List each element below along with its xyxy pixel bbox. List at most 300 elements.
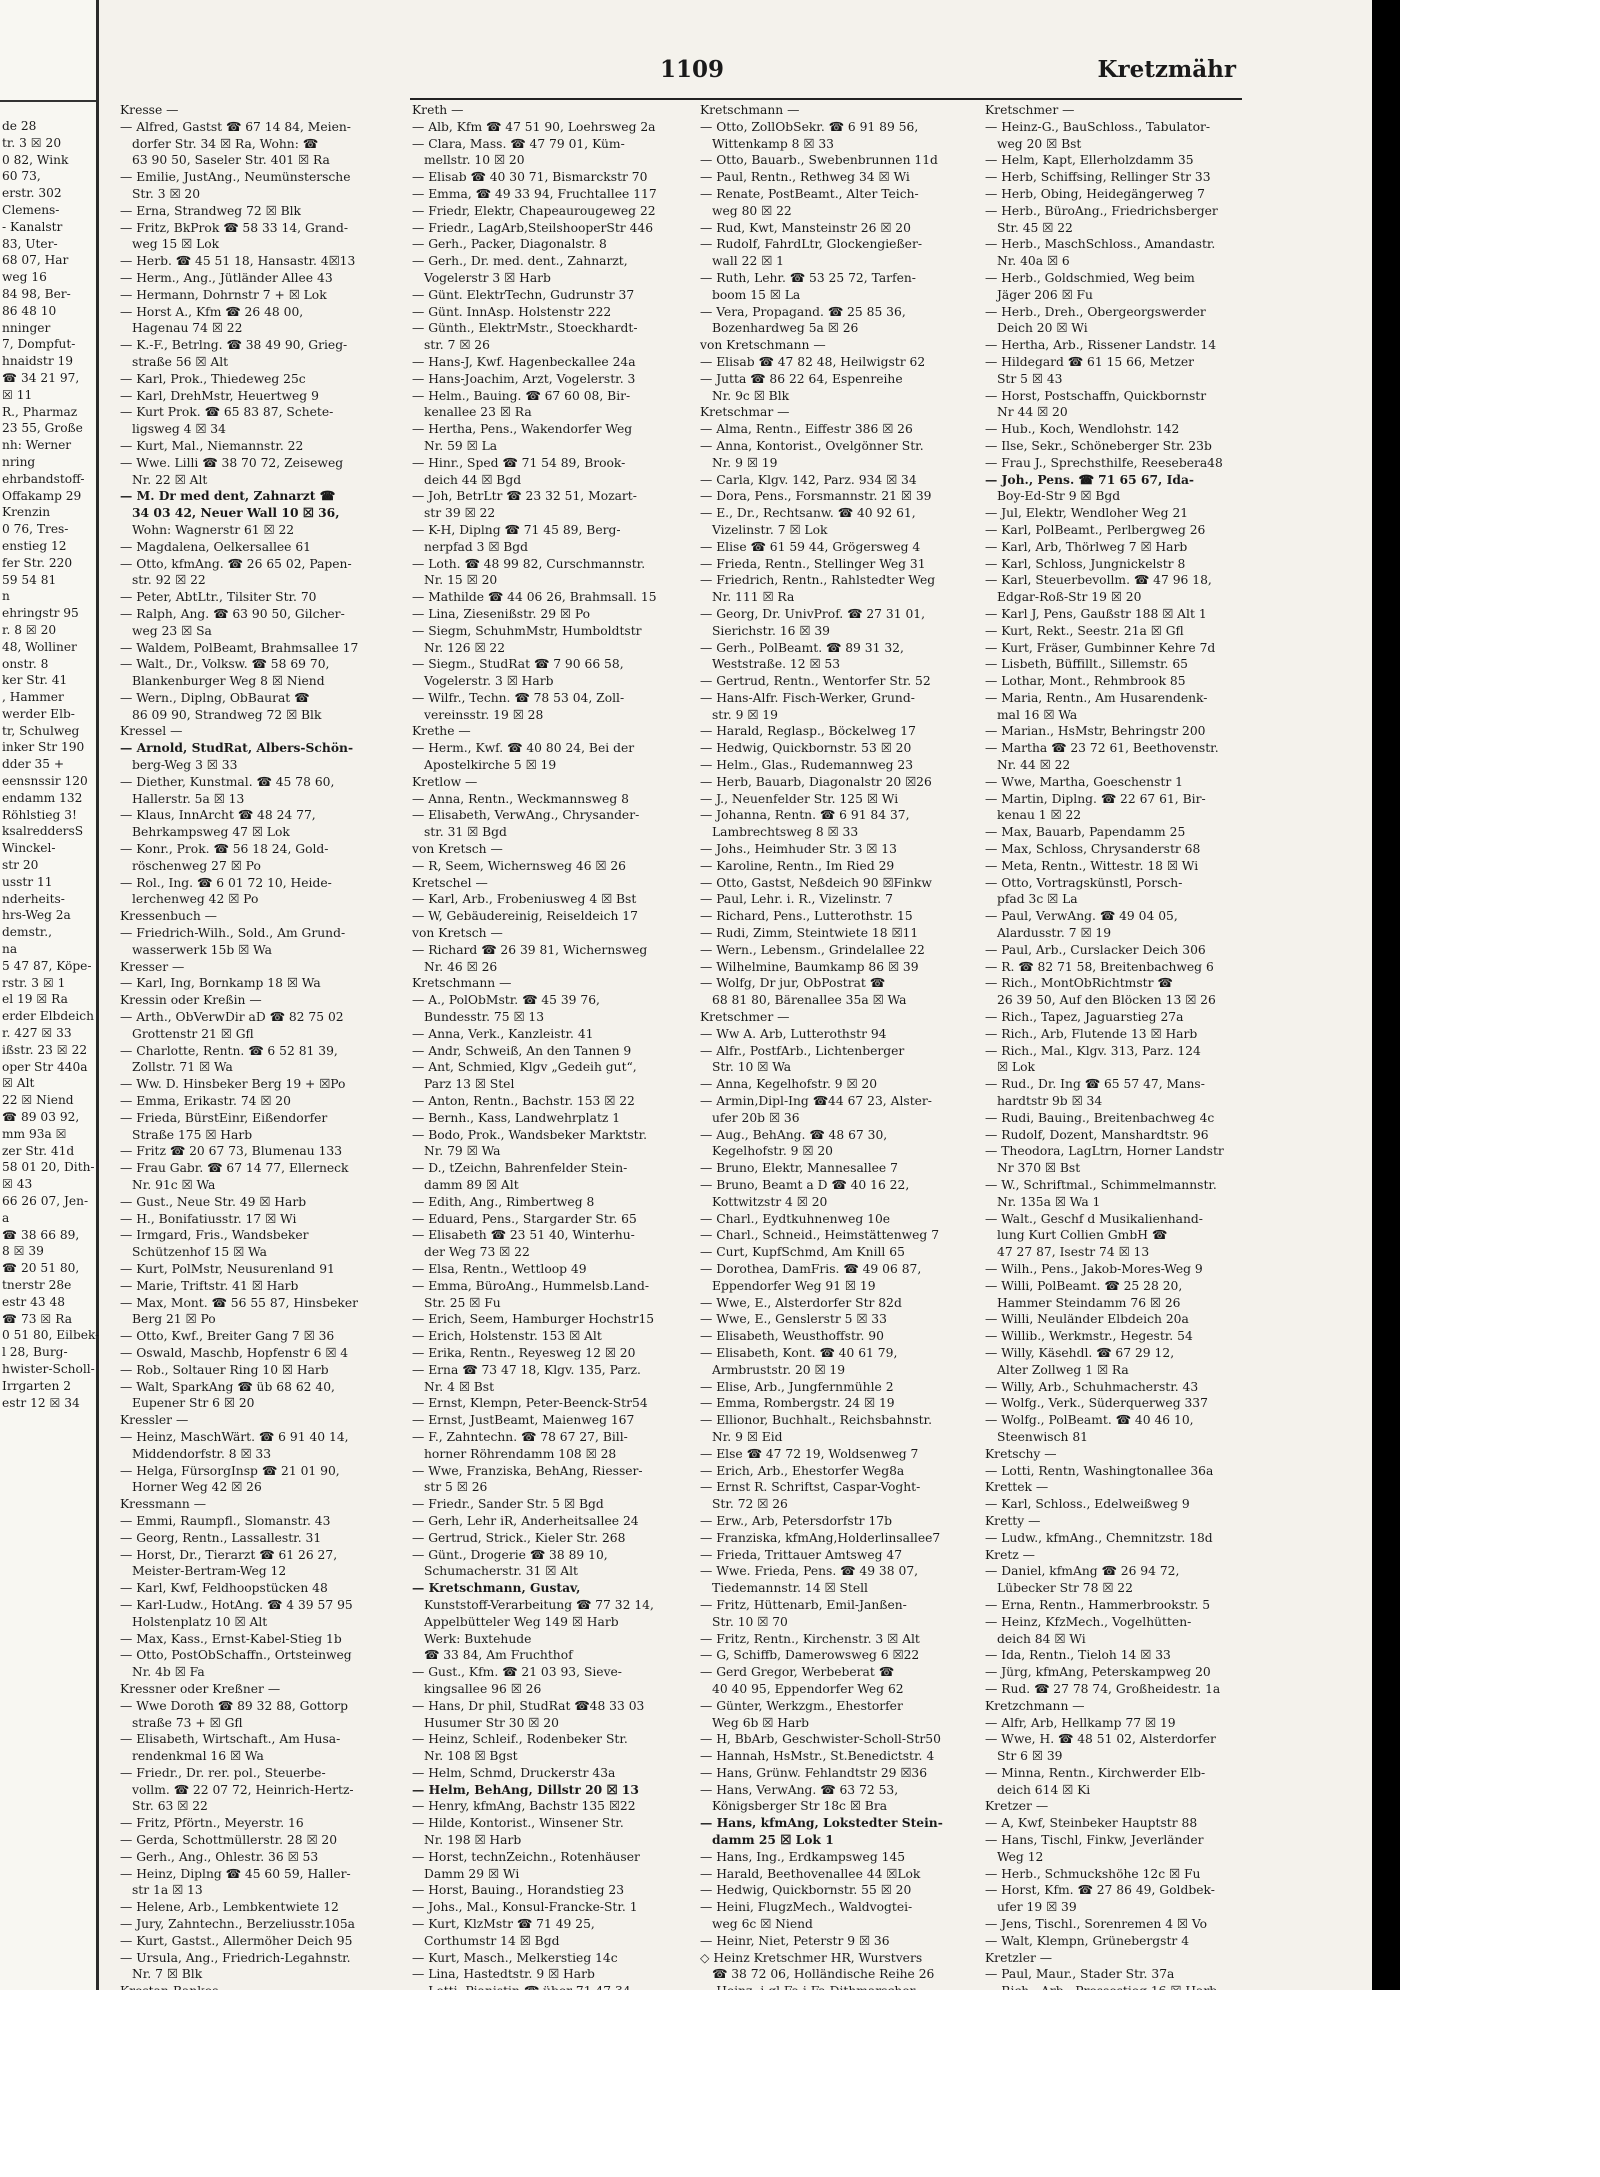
- directory-entry: — Johs., Mal., Konsul-Francke-Str. 1: [412, 1900, 638, 1915]
- directory-entry: — Clara, Mass. ☎ 47 79 01, Küm-: [412, 136, 625, 151]
- directory-entry: — Horst, Kfm. ☎ 27 86 49, Goldbek-: [985, 1883, 1215, 1898]
- previous-page-line: ☒ Alt: [2, 1076, 35, 1091]
- directory-entry: — Karoline, Rentn., Im Ried 29: [700, 858, 895, 873]
- directory-entry: — Herb., Dreh., Obergeorgswerder: [985, 304, 1206, 319]
- directory-entry: — Marie, Triftstr. 41 ☒ Harb: [120, 1278, 299, 1293]
- directory-entry: — Karl J, Pens, Gaußstr 188 ☒ Alt 1: [985, 606, 1207, 621]
- directory-entry: — Charlotte, Rentn. ☎ 6 52 81 39,: [120, 1043, 338, 1058]
- previous-page-line: ☒ 11: [2, 387, 33, 402]
- directory-entry: — Erich, Holstenstr. 153 ☒ Alt: [412, 1329, 602, 1344]
- surname-heading: Kretzler —: [985, 1950, 1053, 1965]
- directory-entry: — Elisabeth, Wirtschaft., Am Husa-: [120, 1732, 341, 1747]
- directory-entry: — Elisabeth ☎ 23 51 40, Winterhu-: [412, 1228, 635, 1243]
- directory-entry: — Herb., MaschSchloss., Amandastr.: [985, 237, 1216, 252]
- directory-entry: — Friedrich, Rentn., Rahlstedter Weg: [700, 573, 936, 588]
- entry-continuation: damm 89 ☒ Alt: [424, 1178, 519, 1192]
- surname-heading: Kretzer —: [985, 1799, 1049, 1814]
- directory-entry: — Otto, Bauarb., Swebenbrunnen 11d: [700, 153, 938, 168]
- surname-heading: Kressmann —: [120, 1497, 207, 1512]
- surname-heading: Kretschmar —: [700, 405, 790, 420]
- entry-continuation: horner Röhrendamm 108 ☒ 28: [424, 1446, 617, 1461]
- entry-continuation: Blankenburger Weg 8 ☒ Niend: [132, 674, 325, 689]
- directory-entry: — Fritz, Pförtn., Meyerstr. 16: [120, 1816, 304, 1831]
- directory-entry: — Arnold, StudRat, Albers-Schön-: [120, 740, 354, 756]
- directory-entry: — Hermann, Dohrnstr 7 + ☒ Lok: [120, 287, 327, 302]
- directory-entry: — Helm., Bauing. ☎ 67 60 08, Bir-: [412, 388, 631, 403]
- directory-entry: — Kurt, KlzMstr ☎ 71 49 25,: [412, 1917, 595, 1932]
- entry-continuation: Schützenhof 15 ☒ Wa: [132, 1245, 267, 1260]
- directory-entry: — Kurt, Fräser, Gumbinner Kehre 7d: [985, 640, 1216, 655]
- directory-entry: — Wwe, H. ☎ 48 51 02, Alsterdorfer: [985, 1732, 1216, 1747]
- previous-page-line: nh: Werner: [2, 438, 72, 453]
- directory-entry: — Gerd Gregor, Werbeberat ☎: [700, 1665, 895, 1680]
- entry-continuation: Kottwitzstr 4 ☒ 20: [712, 1194, 828, 1209]
- entry-continuation: Str. 72 ☒ 26: [712, 1497, 788, 1512]
- entry-continuation: wasserwerk 15b ☒ Wa: [132, 942, 272, 957]
- directory-entry: — Rud., Dr. Ing ☎ 65 57 47, Mans-: [985, 1077, 1205, 1092]
- directory-entry: — Wolfg., PolBeamt. ☎ 40 46 10,: [985, 1413, 1194, 1428]
- entry-continuation: nerpfad 3 ☒ Bgd: [424, 539, 529, 554]
- directory-entry: — Hinr., Sped ☎ 71 54 89, Brook-: [412, 455, 626, 470]
- previous-page-line: r. 8 ☒ 20: [2, 622, 57, 637]
- directory-entry: — Hertha, Pens., Wakendorfer Weg: [412, 422, 633, 437]
- entry-continuation: Grottenstr 21 ☒ Gfl: [132, 1026, 254, 1041]
- previous-page-line: Irrgarten 2: [2, 1378, 71, 1393]
- directory-entry: — Joh, BetrLtr ☎ 23 32 51, Mozart-: [412, 489, 637, 504]
- directory-entry: — Herm., Kwf. ☎ 40 80 24, Bei der: [412, 741, 635, 756]
- directory-entry: — Horst, Postschaffn, Quickbornstr: [985, 388, 1207, 403]
- directory-entry: — Ernst R. Schriftst, Caspar-Voght-: [700, 1480, 921, 1495]
- directory-entry: — Konr., Prok. ☎ 56 18 24, Gold-: [120, 842, 329, 857]
- directory-entry: — Helm, BehAng, Dillstr 20 ☒ 13: [412, 1781, 639, 1797]
- directory-entry: — Lina, Hastedtstr. 9 ☒ Harb: [412, 1967, 595, 1982]
- directory-entry: — Maria, Rentn., Am Husarendenk-: [985, 690, 1208, 705]
- directory-entry: — Wwe, E., Genslerstr 5 ☒ 33: [700, 1312, 887, 1327]
- directory-entry: — Karl, Steuerbevollm. ☎ 47 96 18,: [985, 573, 1212, 588]
- directory-entry: — Ursula, Ang., Friedrich-Legahnstr.: [120, 1950, 351, 1965]
- previous-page-line: ißstr. 23 ☒ 22: [2, 1042, 88, 1057]
- directory-entry: — Ludw., kfmAng., Chemnitzstr. 18d: [985, 1530, 1213, 1545]
- directory-entry: — Horst, Bauing., Horandstieg 23: [412, 1883, 625, 1898]
- entry-continuation: vollm. ☎ 22 07 72, Heinrich-Hertz-: [132, 1782, 354, 1797]
- surname-heading: Kretz —: [985, 1547, 1035, 1562]
- directory-entry: — Otto, Gastst, Neßdeich 90 ☒Finkw: [700, 875, 932, 890]
- directory-entry: — Lotti, Rentn, Washingtonallee 36a: [985, 1463, 1214, 1478]
- directory-entry: — Elisabeth, Weusthoffstr. 90: [700, 1329, 884, 1344]
- entry-continuation: ligsweg 4 ☒ 34: [132, 422, 226, 437]
- directory-entry: — Walt., Dr., Volksw. ☎ 58 69 70,: [120, 657, 330, 672]
- entry-continuation: 34 03 42, Neuer Wall 10 ☒ 36,: [132, 505, 340, 521]
- directory-entry: — Ellionor, Buchhalt., Reichsbahnstr.: [700, 1413, 932, 1428]
- entry-continuation: Parz 13 ☒ Stel: [424, 1077, 515, 1092]
- directory-entry: — G, Schiffb, Damerowsweg 6 ☒22: [700, 1648, 920, 1663]
- directory-entry: — Marian., HsMstr, Behringstr 200: [985, 724, 1206, 739]
- directory-entry: — Gerh., Dr. med. dent., Zahnarzt,: [412, 254, 628, 269]
- directory-entry: — Jutta ☎ 86 22 64, Espenreihe: [700, 371, 903, 386]
- surname-heading: von Kretsch —: [412, 842, 503, 857]
- entry-continuation: Wittenkamp 8 ☒ 33: [712, 136, 834, 151]
- directory-entry: — Karl, Arb., Frobeniusweg 4 ☒ Bst: [412, 892, 637, 907]
- directory-entry: — Hans, kfmAng, Lokstedter Stein-: [700, 1815, 943, 1831]
- directory-entry: — Wwe Doroth ☎ 89 32 88, Gottorp: [120, 1698, 348, 1713]
- directory-entry: — Gerh., PolBeamt. ☎ 89 31 32,: [700, 640, 904, 655]
- directory-entry: — Lisbeth, Büffillt., Sillemstr. 65: [985, 657, 1189, 672]
- directory-entry: — Erich, Seem, Hamburger Hochstr15: [412, 1312, 655, 1327]
- directory-entry: — Fritz ☎ 20 67 73, Blumenau 133: [120, 1144, 343, 1159]
- previous-page-line: ker Str. 41: [2, 673, 68, 688]
- entry-continuation: Apostelkirche 5 ☒ 19: [424, 758, 557, 773]
- directory-entry: — Helm, Kapt, Ellerholzdamm 35: [985, 153, 1194, 168]
- directory-entry: — Richard, Pens., Lutterothstr. 15: [700, 909, 913, 924]
- directory-entry: — Anna, Kontorist., Ovelgönner Str.: [700, 438, 924, 453]
- previous-page-line: tr, Schulweg: [2, 723, 80, 738]
- directory-entry: — Hans, Grünw. Fehlandtstr 29 ☒36: [700, 1765, 928, 1780]
- directory-entry: — Horst, Dr., Tierarzt ☎ 61 26 27,: [120, 1547, 338, 1562]
- entry-continuation: kingsallee 96 ☒ 26: [424, 1681, 542, 1696]
- directory-entry: — Hans, VerwAng. ☎ 63 72 53,: [700, 1782, 899, 1797]
- entry-continuation: weg 15 ☒ Lok: [132, 237, 220, 252]
- previous-page-line: ☎ 73 ☒ Ra: [2, 1311, 72, 1326]
- directory-entry: — Otto, Vortragskünstl, Porsch-: [985, 875, 1183, 890]
- directory-entry: — Heinz, KfzMech., Vogelhütten-: [985, 1614, 1192, 1629]
- previous-page-line: a: [2, 1210, 10, 1225]
- surname-heading: Kressin oder Kreßin —: [120, 993, 262, 1008]
- previous-page-line: ☎ 34 21 97,: [2, 370, 80, 385]
- previous-page-line: R., Pharmaz: [2, 404, 78, 419]
- previous-page-line: usstr 11: [2, 874, 53, 889]
- directory-entry: — Herb, Schiffsing, Rellinger Str 33: [985, 170, 1211, 185]
- directory-entry: — H., Bonifatiusstr. 17 ☒ Wi: [120, 1211, 297, 1226]
- previous-page-line: ehrbandstoff-: [2, 471, 85, 486]
- previous-page-line: estr 12 ☒ 34: [2, 1395, 80, 1410]
- previous-page-line: 23 55, Große: [2, 421, 83, 436]
- directory-entry: — Günt. ElektrTechn, Gudrunstr 37: [412, 287, 635, 302]
- previous-page-line: nderheits-: [2, 891, 65, 906]
- directory-entry: — Waldem, PolBeamt, Brahmsallee 17: [120, 640, 359, 655]
- directory-entry: — Ant, Schmied, Klgv „Gedeih gut“,: [412, 1060, 637, 1075]
- directory-entry: — Vera, Propagand. ☎ 25 85 36,: [700, 304, 906, 319]
- directory-entry: — Harald, Reglasp., Böckelweg 17: [700, 724, 916, 739]
- directory-entry: — Fritz, Hüttenarb, Emil-Janßen-: [700, 1597, 907, 1612]
- entry-continuation: Nr. 7 ☒ Blk: [132, 1967, 203, 1982]
- entry-continuation: Werk: Buxtehude: [424, 1631, 532, 1646]
- entry-continuation: Nr. 9c ☒ Blk: [712, 388, 790, 403]
- entry-continuation: Nr. 22 ☒ Alt: [132, 472, 208, 487]
- directory-entry: — Erw., Arb, Petersdorfstr 17b: [700, 1513, 892, 1528]
- entry-continuation: weg 20 ☒ Bst: [997, 136, 1082, 151]
- directory-entry: — Hans, Tischl, Finkw, Jeverländer: [985, 1833, 1204, 1848]
- entry-continuation: weg 80 ☒ 22: [712, 203, 792, 218]
- directory-entry: — Bruno, Elektr, Mannesallee 7: [700, 1161, 898, 1176]
- entry-continuation: Meister-Bertram-Weg 12: [132, 1564, 287, 1579]
- directory-entry: — R, Seem, Wichernsweg 46 ☒ 26: [412, 858, 627, 873]
- surname-heading: Kretty —: [985, 1513, 1041, 1528]
- directory-entry: — H, BbArb, Geschwister-Scholl-Str50: [700, 1732, 941, 1747]
- entry-continuation: deich 614 ☒ Ki: [997, 1782, 1091, 1797]
- entry-continuation: str 1a ☒ 13: [132, 1883, 203, 1898]
- directory-entry: — Bodo, Prok., Wandsbeker Marktstr.: [412, 1127, 648, 1142]
- directory-entry: — Rud, Kwt, Mansteinstr 26 ☒ 20: [700, 220, 911, 235]
- surname-heading: Kressner oder Kreßner —: [120, 1681, 281, 1696]
- directory-entry: — Charl., Schneid., Heimstättenweg 7: [700, 1228, 940, 1243]
- directory-entry: — Herb., Schmuckshöhe 12c ☒ Fu: [985, 1866, 1201, 1881]
- directory-entry: — Emmi, Raumpfl., Slomanstr. 43: [120, 1513, 331, 1528]
- directory-entry: — Harald, Beethovenallee 44 ☒Lok: [700, 1866, 921, 1881]
- directory-entry: — Otto, ZollObSekr. ☎ 6 91 89 56,: [700, 119, 919, 134]
- directory-entry: — Erna, Strandweg 72 ☒ Blk: [120, 203, 301, 218]
- directory-entry: — Willi, PolBeamt. ☎ 25 28 20,: [985, 1278, 1183, 1293]
- directory-entry: — Max, Bauarb, Papendamm 25: [985, 825, 1186, 840]
- entry-continuation: Wohn: Wagnerstr 61 ☒ 22: [132, 522, 295, 537]
- previous-page-fragments: [2, 118, 100, 1411]
- directory-entry: — Henry, kfmAng, Bachstr 135 ☒22: [412, 1799, 636, 1814]
- directory-entry: — Frieda, Trittauer Amtsweg 47: [700, 1547, 903, 1562]
- previous-page-line: 22 ☒ Niend: [2, 1093, 74, 1108]
- entry-continuation: Holstenplatz 10 ☒ Alt: [132, 1614, 268, 1629]
- directory-entry: — Martha ☎ 23 72 61, Beethovenstr.: [985, 741, 1219, 756]
- page-header: [410, 56, 1240, 96]
- previous-page-line: nninger: [2, 320, 51, 335]
- previous-page-line: hnaidstr 19: [2, 354, 74, 369]
- directory-entry: — Frau J., Sprechsthilfe, Reesebera48: [985, 455, 1223, 470]
- previous-page-line: erstr. 302: [2, 186, 62, 201]
- previous-page-line: 0 51 80, Eilbek-: [2, 1328, 100, 1343]
- directory-entry: — Oswald, Maschb, Hopfenstr 6 ☒ 4: [120, 1345, 349, 1360]
- entry-continuation: hardtstr 9b ☒ 34: [997, 1094, 1103, 1109]
- entry-continuation: Armbruststr. 20 ☒ 19: [712, 1362, 846, 1377]
- previous-page-line: demstr.,: [2, 925, 52, 940]
- entry-continuation: Eupener Str 6 ☒ 20: [132, 1396, 255, 1411]
- directory-entry: — Else ☎ 47 72 19, Woldsenweg 7: [700, 1446, 919, 1461]
- directory-entry: — Herm., Ang., Jütländer Allee 43: [120, 270, 333, 285]
- directory-entry: — Helm., Glas., Rudemannweg 23: [700, 758, 914, 773]
- entry-continuation: Alter Zollweg 1 ☒ Ra: [997, 1362, 1129, 1377]
- directory-entry: — Hedwig, Quickbornstr. 55 ☒ 20: [700, 1883, 912, 1898]
- surname-heading: Kreth —: [412, 103, 464, 117]
- directory-entry: — Helga, FürsorgInsp ☎ 21 01 90,: [120, 1463, 340, 1478]
- entry-continuation: Alardusstr. 7 ☒ 19: [997, 926, 1112, 941]
- directory-entry: — Renate, PostBeamt., Alter Teich-: [700, 186, 919, 201]
- previous-page-line: ehringstr 95: [2, 606, 79, 621]
- previous-page-line: - Kanalstr: [2, 219, 63, 234]
- entry-continuation: Corthumstr 14 ☒ Bgd: [424, 1933, 560, 1948]
- previous-page-line: 48, Wolliner: [2, 639, 77, 654]
- directory-entry: — Lina, Ziesenißstr. 29 ☒ Po: [412, 606, 591, 621]
- directory-entry: — Daniel, kfmAng ☎ 26 94 72,: [985, 1564, 1180, 1579]
- previous-page-edge: [0, 0, 99, 1990]
- previous-page-line: eensnssir 120: [2, 774, 88, 789]
- directory-entry: — Ida, Rentn., Tieloh 14 ☒ 33: [985, 1648, 1171, 1663]
- directory-entry: — Herb, Bauarb, Diagonalstr 20 ☒26: [700, 774, 932, 789]
- directory-entry: — K.-F., Betrlng. ☎ 38 49 90, Grieg-: [120, 338, 348, 353]
- surname-heading: Kretschmer —: [985, 103, 1075, 117]
- previous-page-line: onstr. 8: [2, 656, 49, 671]
- directory-entry: — Magdalena, Oelkersallee 61: [120, 539, 311, 554]
- directory-entry: — Siegm, SchuhmMstr, Humboldtstr: [412, 623, 642, 638]
- entry-continuation: Str. 45 ☒ 22: [997, 220, 1073, 235]
- directory-entry: — Helene, Arb., Lembkentwiete 12: [120, 1900, 339, 1915]
- directory-entry: — Karl-Ludw., HotAng. ☎ 4 39 57 95: [120, 1597, 353, 1612]
- directory-entry: — Elise ☎ 61 59 44, Grögersweg 4: [700, 539, 921, 554]
- directory-entry: — F., Zahntechn. ☎ 78 67 27, Bill-: [412, 1429, 628, 1444]
- entry-continuation: weg 23 ☒ Sa: [132, 623, 212, 638]
- directory-entry: — Wilfr., Techn. ☎ 78 53 04, Zoll-: [412, 690, 625, 705]
- previous-page-line: 68 07, Har: [2, 253, 69, 268]
- entry-continuation: Lübecker Str 78 ☒ 22: [997, 1581, 1133, 1596]
- entry-continuation: Boy-Ed-Str 9 ☒ Bgd: [997, 489, 1121, 504]
- entry-continuation: rendenkmal 16 ☒ Wa: [132, 1749, 264, 1764]
- directory-entry: — Hub., Koch, Wendlohstr. 142: [985, 422, 1180, 437]
- entry-continuation: Middendorfstr. 8 ☒ 33: [132, 1446, 272, 1461]
- directory-entry: — Erika, Rentn., Reyesweg 12 ☒ 20: [412, 1345, 636, 1360]
- directory-entry: — Kurt, Rekt., Seestr. 21a ☒ Gfl: [985, 623, 1184, 638]
- directory-entry: — Ruth, Lehr. ☎ 53 25 72, Tarfen-: [700, 270, 916, 285]
- directory-entry: — Rich., Arb, Flutende 13 ☒ Harb: [985, 1026, 1198, 1041]
- directory-entry: — Karl, PolBeamt., Perlbergweg 26: [985, 522, 1206, 537]
- directory-entry: — Willi, Neuländer Elbdeich 20a: [985, 1312, 1189, 1327]
- directory-entry: — Wolfg., Verk., Süderquerweg 337: [985, 1396, 1208, 1411]
- directory-entry: — Alfred, Gastst ☎ 67 14 84, Meien-: [120, 119, 351, 134]
- previous-page-line: 0 82, Wink: [2, 152, 69, 167]
- previous-page-line: zer Str. 41d: [2, 1143, 75, 1158]
- directory-entry: — Franziska, kfmAng,Holderlinsallee7: [700, 1530, 941, 1545]
- entry-continuation: Weststraße. 12 ☒ 53: [712, 657, 841, 672]
- previous-page-line: enstieg 12: [2, 538, 67, 553]
- entry-continuation: Nr. 108 ☒ Bgst: [424, 1749, 518, 1764]
- previous-page-line: na: [2, 942, 18, 957]
- directory-entry: — Max, Mont. ☎ 56 55 87, Hinsbeker: [120, 1295, 358, 1310]
- previous-page-line: rstr. 3 ☒ 1: [2, 975, 66, 990]
- entry-continuation: kenallee 23 ☒ Ra: [424, 405, 532, 420]
- directory-entry: — W, Gebäudereinig, Reiseldeich 17: [412, 909, 638, 924]
- directory-entry: — Friedr., LagArb,SteilshooperStr 446: [412, 220, 654, 235]
- entry-continuation: Hammer Steindamm 76 ☒ 26: [997, 1295, 1181, 1310]
- directory-entry: — Carla, Klgv. 142, Parz. 934 ☒ 34: [700, 472, 917, 487]
- entry-continuation: Hallerstr. 5a ☒ 13: [132, 791, 245, 806]
- directory-entry: — Wilh., Pens., Jakob-Mores-Weg 9: [985, 1261, 1203, 1276]
- directory-entry: — Heinz, Schleif., Rodenbeker Str.: [412, 1732, 628, 1747]
- directory-entry: — Horst, technZeichn., Rotenhäuser: [412, 1849, 640, 1864]
- directory-entry: — Hans-J, Kwf. Hagenbeckallee 24a: [412, 354, 636, 369]
- directory-entry: — Armin,Dipl-Ing ☎44 67 23, Alster-: [700, 1094, 932, 1109]
- directory-entry: — Herb., BüroAng., Friedrichsberger: [985, 203, 1218, 218]
- directory-entry: — Walt, Klempn, Grünebergstr 4: [985, 1933, 1190, 1948]
- entry-continuation: Damm 29 ☒ Wi: [424, 1866, 520, 1881]
- directory-entry: — Kurt, Masch., Melkerstieg 14c: [412, 1950, 618, 1965]
- entry-continuation: Str. 63 ☒ 22: [132, 1799, 208, 1814]
- directory-entry: — Alfr, Arb, Hellkamp 77 ☒ 19: [985, 1715, 1176, 1730]
- directory-entry: — Georg, Rentn., Lassallestr. 31: [120, 1530, 322, 1545]
- directory-entry: — Andr, Schweiß, An den Tannen 9: [412, 1043, 632, 1058]
- directory-entry: — Emma, Rombergstr. 24 ☒ 19: [700, 1396, 895, 1411]
- entry-continuation: straße 73 + ☒ Gfl: [132, 1715, 243, 1730]
- entry-continuation: Horner Weg 42 ☒ 26: [132, 1480, 262, 1495]
- directory-entry: — Frieda, BürstEinr, Eißendorfer: [120, 1110, 328, 1125]
- directory-entry: — Kurt, Mal., Niemannstr. 22: [120, 438, 304, 453]
- entry-continuation: str. 7 ☒ 26: [424, 338, 490, 353]
- previous-page-line: 5 47 87, Köpe-: [2, 958, 92, 973]
- directory-entry: — Friedr., Dr. rer. pol., Steuerbe-: [120, 1765, 326, 1780]
- surname-heading: Krettek —: [985, 1480, 1049, 1495]
- directory-entry: — Georg, Dr. UnivProf. ☎ 27 31 01,: [700, 606, 926, 621]
- directory-entry: — Friedr., Sander Str. 5 ☒ Bgd: [412, 1497, 604, 1512]
- entry-continuation: Str 6 ☒ 39: [997, 1749, 1063, 1764]
- directory-entry: — Ernst, Klempn, Peter-Beenck-Str54: [412, 1396, 648, 1411]
- entry-continuation: mellstr. 10 ☒ 20: [424, 153, 525, 168]
- entry-continuation: deich 84 ☒ Wi: [997, 1631, 1086, 1646]
- previous-page-line: fer Str. 220: [2, 555, 73, 570]
- directory-entry: — Wwe. Frieda, Pens. ☎ 49 38 07,: [700, 1564, 919, 1579]
- entry-continuation: Steenwisch 81: [997, 1429, 1088, 1444]
- previous-page-line: 7, Dompfut-: [2, 337, 76, 352]
- entry-continuation: str. 31 ☒ Bgd: [424, 825, 507, 840]
- directory-entry: — Otto, Kwf., Breiter Gang 7 ☒ 36: [120, 1329, 335, 1344]
- directory-column-3: [700, 102, 978, 2067]
- previous-page-line: 8 ☒ 39: [2, 1244, 44, 1259]
- directory-entry: — Karl, Schloss., Edelweißweg 9: [985, 1497, 1190, 1512]
- directory-entry: — Willib., Werkmstr., Hegestr. 54: [985, 1329, 1193, 1344]
- directory-entry: — Friedr, Elektr, Chapeaurougeweg 22: [412, 203, 656, 218]
- previous-page-line: 60 73,: [2, 169, 41, 184]
- directory-entry: — Wwe. Lilli ☎ 38 70 72, Zeiseweg: [120, 455, 344, 470]
- directory-entry: — Elisabeth, Kont. ☎ 40 61 79,: [700, 1345, 898, 1360]
- directory-entry: — Paul, VerwAng. ☎ 49 04 05,: [985, 909, 1178, 924]
- previous-page-line: de 28: [2, 119, 37, 133]
- directory-entry: — Emma, Erikastr. 74 ☒ 20: [120, 1094, 291, 1109]
- entry-continuation: lung Kurt Collien GmbH ☎: [997, 1228, 1168, 1243]
- directory-entry: — Irmgard, Fris., Wandsbeker: [120, 1228, 309, 1243]
- directory-entry: — Ilse, Sekr., Schöneberger Str. 23b: [985, 438, 1212, 453]
- previous-page-line: , Hammer: [2, 690, 64, 705]
- directory-entry: — Elise, Arb., Jungfernmühle 2: [700, 1379, 894, 1394]
- directory-entry: — Otto, kfmAng. ☎ 26 65 02, Papen-: [120, 556, 352, 571]
- surname-heading: Kretlow —: [412, 774, 478, 789]
- entry-continuation: Nr. 126 ☒ 22: [424, 640, 506, 655]
- directory-entry: — Richard ☎ 26 39 81, Wichernsweg: [412, 942, 648, 957]
- previous-page-line: dder 35 +: [2, 757, 65, 772]
- directory-entry: — Herb., Goldschmied, Weg beim: [985, 270, 1195, 285]
- directory-entry: — Alma, Rentn., Eiffestr 386 ☒ 26: [700, 422, 913, 437]
- previous-page-line: Clemens-: [2, 202, 60, 217]
- directory-entry: — Ralph, Ang. ☎ 63 90 50, Gilcher-: [120, 606, 345, 621]
- entry-continuation: Appelbütteler Weg 149 ☒ Harb: [424, 1614, 619, 1629]
- previous-page-line: Winckel-: [2, 841, 56, 856]
- previous-page-line: Röhlstieg 3!: [2, 807, 77, 822]
- directory-entry: — Kurt Prok. ☎ 65 83 87, Schete-: [120, 405, 334, 420]
- entry-continuation: lerchenweg 42 ☒ Po: [132, 892, 259, 907]
- directory-entry: — Jens, Tischl., Sorenremen 4 ☒ Vo: [985, 1917, 1208, 1932]
- entry-continuation: Bundesstr. 75 ☒ 13: [424, 1010, 545, 1025]
- entry-continuation: Königsberger Str 18c ☒ Bra: [712, 1799, 888, 1814]
- entry-continuation: Straße 175 ☒ Harb: [132, 1127, 253, 1142]
- surname-heading: Kressenbuch —: [120, 909, 217, 924]
- directory-entry: — Erna ☎ 73 47 18, Klgv. 135, Parz.: [412, 1362, 641, 1377]
- entry-continuation: Nr. 9 ☒ Eid: [712, 1429, 783, 1444]
- previous-page-line: ksalreddersS: [2, 824, 84, 839]
- directory-entry: — Eduard, Pens., Stargarder Str. 65: [412, 1211, 637, 1226]
- directory-entry: — Loth. ☎ 48 99 82, Curschmannstr.: [412, 556, 646, 571]
- entry-continuation: Behrkampsweg 47 ☒ Lok: [132, 825, 290, 840]
- directory-entry: — Günter, Werkzgm., Ehestorfer: [700, 1698, 903, 1713]
- directory-entry: — Peter, AbtLtr., Tilsiter Str. 70: [120, 590, 317, 605]
- entry-continuation: pfad 3c ☒ La: [997, 892, 1078, 907]
- previous-page-line: 84 98, Ber-: [2, 286, 71, 301]
- previous-page-line: ☎ 89 03 92,: [2, 1110, 80, 1125]
- directory-entry: — Frau Gabr. ☎ 67 14 77, Ellerneck: [120, 1161, 349, 1176]
- directory-entry: — Elisabeth, VerwAng., Chrysander-: [412, 808, 640, 823]
- entry-continuation: Kegelhofstr. 9 ☒ 20: [712, 1144, 833, 1159]
- entry-continuation: ☒ Lok: [997, 1060, 1035, 1075]
